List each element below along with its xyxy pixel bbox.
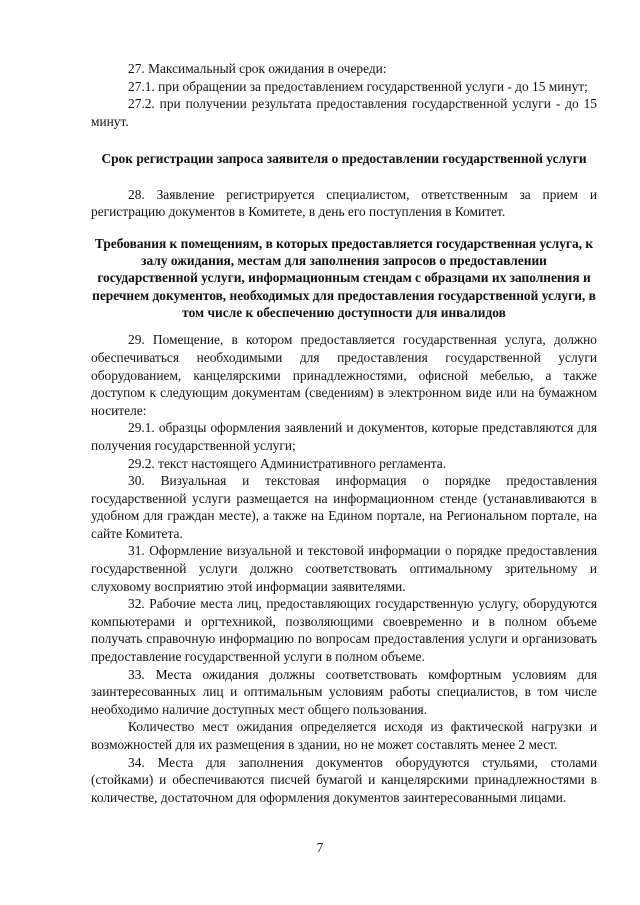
document-page <box>91 60 597 806</box>
paragraph-27-1: 27.1. при обращении за предоставлением государственной услуги - до 15 минут; <box>128 78 588 94</box>
paragraph-31: 31. Оформление визуальной и текстовой информации о порядке предоставления государственной услуги должно соответствовать оптимальному зрительному и слуховому восприятию этой информации заявителями. <box>91 543 597 594</box>
page-number: 7 <box>316 840 324 855</box>
paragraph-29-2: 29.2. текст настоящего Административного регламента. <box>128 455 447 471</box>
section-heading-registration: Срок регистрации запроса заявителя о предоставлении государственной услуги <box>101 151 587 167</box>
section-heading-premises: Требования к помещениям, в которых предоставляется государственная услуга, к залу ожидания, местам для заполнения запросов о предоставлении государственной услуги, информационным стендам с образцами их заполнения и перечнем документов, необходимых для предоставления государственной услуги, в том числе к обеспечению доступности для инвалидов <box>92 235 596 321</box>
paragraph-32: 32. Рабочие места лиц, предоставляющих государственную услугу, оборудуются компьютерами и оргтехникой, позволяющими своевременно и в полном объеме получать справочную информацию по вопросам предоставления услуги и организовать предоставление государственной услуги в полном объеме. <box>91 596 597 665</box>
paragraph-30: 30. Визуальная и текстовая информация о порядке предоставления государственной услуги размещается на информационном стенде (устанавливаются в удобном для граждан месте), а также на Едином портале, на Региональном портале, на сайте Комитета. <box>91 473 597 541</box>
paragraph-27: 27. Максимальный срок ожидания в очереди: <box>128 61 387 76</box>
paragraph-29-1: 29.1. образцы оформления заявлений и документов, которые представляются для получения государственной услуги; <box>91 420 597 453</box>
paragraph-33-seats: Количество мест ожидания определяется исходя из фактической нагрузки и возможностей для их размещения в здании, но не может составлять менее 2 мест. <box>91 719 597 752</box>
paragraph-28: 28. Заявление регистрируется специалистом, ответственным за прием и регистрацию документов в Комитете, в день его поступления в Комитет. <box>91 186 597 220</box>
paragraph-27-2: 27.2. при получении результата предоставления государственной услуги - до 15 минут. <box>91 96 597 129</box>
paragraph-33: 33. Места ожидания должны соответствовать комфортным условиям для заинтересованных лиц и оптимальным условиям работы специалистов, в том числе необходимо наличие доступных мест общего пользования. <box>91 666 597 717</box>
paragraph-34: 34. Места для заполнения документов оборудуются стульями, столами (стойками) и обеспечиваются писчей бумагой и канцелярскими принадлежностями в количестве, достаточном для оформления документов заинтересованными лицами. <box>91 754 597 805</box>
paragraph-29: 29. Помещение, в котором предоставляется государственная услуга, должно обеспечиваться необходимыми для предоставления государственной услуги оборудованием, канцелярскими принадлежностями, офисной мебелью, а также доступом к следующим документам (сведениям) в электронном виде или на бумажном носителе: <box>91 332 597 418</box>
